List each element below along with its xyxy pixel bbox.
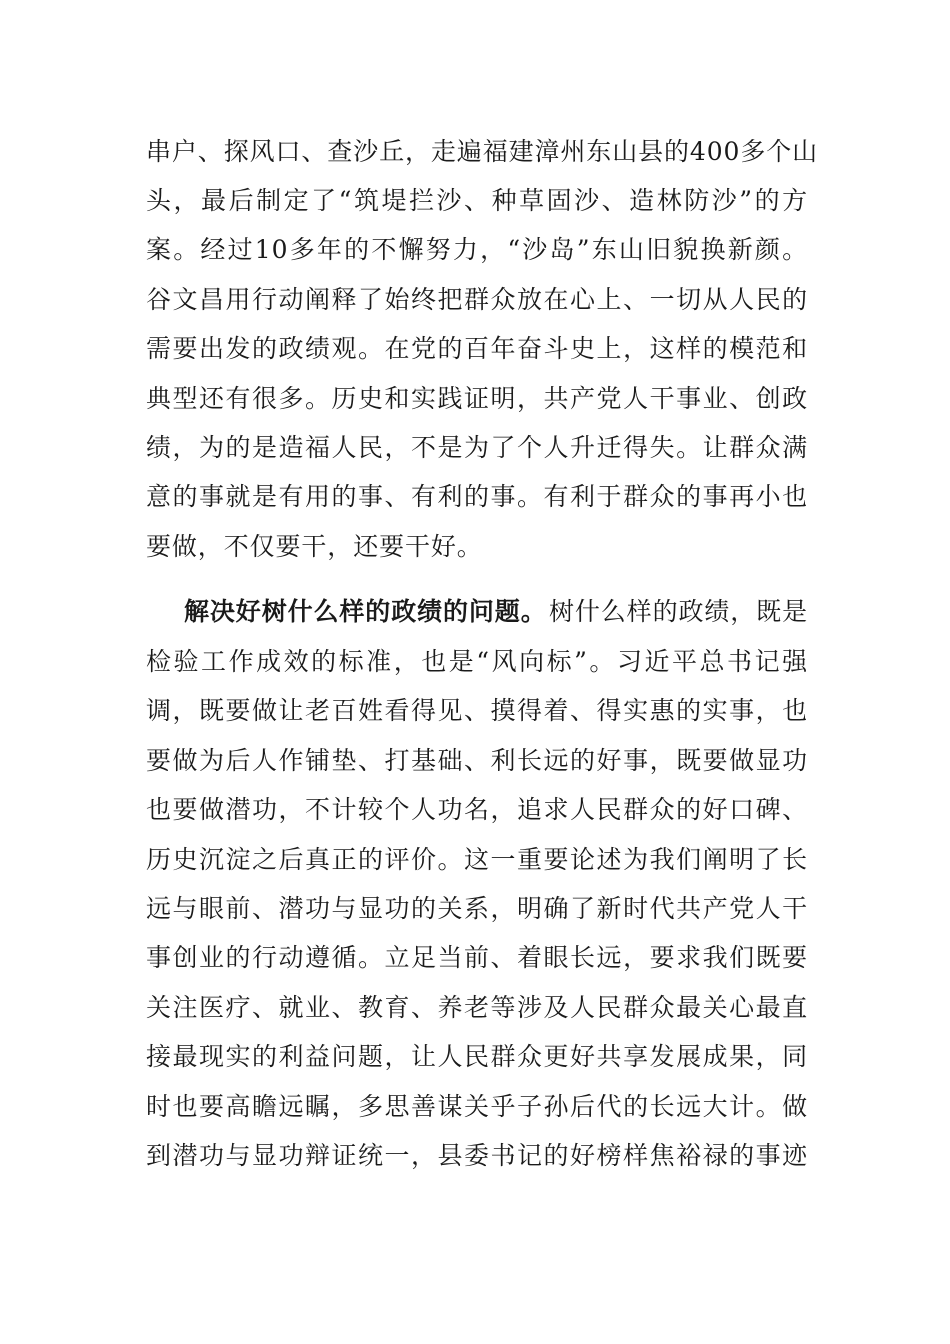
section-heading: 解决好树什么样的政绩的问题。	[184, 597, 547, 626]
paragraph-line: 也要做潜功，不计较个人功名，追求人民群众的好口碑、	[146, 795, 808, 824]
paragraph-line: 接最现实的利益问题，让人民群众更好共享发展成果，同	[146, 1042, 808, 1071]
paragraph-line: 时也要高瞻远瞩，多思善谋关乎子孙后代的长远大计。做	[146, 1092, 808, 1121]
paragraph-line: 需要出发的政绩观。在党的百年奋斗史上，这样的模范和	[146, 334, 808, 363]
heading-continuation: 树什么样的政绩，既是	[548, 597, 808, 626]
paragraph-line: 案。经过10多年的不懈努力，“沙岛”东山旧貌换新颜。	[146, 235, 808, 264]
paragraph-line: 要做为后人作铺垫、打基础、利长远的好事，既要做显功	[146, 746, 808, 775]
paragraph-line: 要做，不仅要干，还要干好。	[146, 532, 483, 561]
paragraph-line: 事创业的行动遵循。立足当前、着眼长远，要求我们既要	[146, 943, 808, 972]
paragraph-line: 谷文昌用行动阐释了始终把群众放在心上、一切从人民的	[146, 285, 808, 314]
paragraph-line: 检验工作成效的标准，也是“风向标”。习近平总书记强	[146, 647, 808, 676]
paragraph-line: 历史沉淀之后真正的评价。这一重要论述为我们阐明了长	[146, 845, 808, 874]
paragraph-line: 串户、探风口、查沙丘，走遍福建漳州东山县的400多个山	[146, 137, 819, 166]
paragraph-line: 远与眼前、潜功与显功的关系，明确了新时代共产党人干	[146, 894, 808, 923]
paragraph-first-line	[184, 597, 808, 627]
paragraph-line: 头，最后制定了“筑堤拦沙、种草固沙、造林防沙”的方	[146, 186, 808, 215]
paragraph-line: 关注医疗、就业、教育、养老等涉及人民群众最关心最直	[146, 993, 808, 1022]
paragraph-line: 调，既要做让老百姓看得见、摸得着、得实惠的实事，也	[146, 696, 808, 725]
paragraph-line: 到潜功与显功辩证统一，县委书记的好榜样焦裕禄的事迹	[146, 1141, 808, 1170]
paragraph-line: 绩，为的是造福人民，不是为了个人升迁得失。让群众满	[146, 433, 808, 462]
paragraph-line: 意的事就是有用的事、有利的事。有利于群众的事再小也	[146, 482, 808, 511]
paragraph-line: 典型还有很多。历史和实践证明，共产党人干事业、创政	[146, 384, 808, 413]
